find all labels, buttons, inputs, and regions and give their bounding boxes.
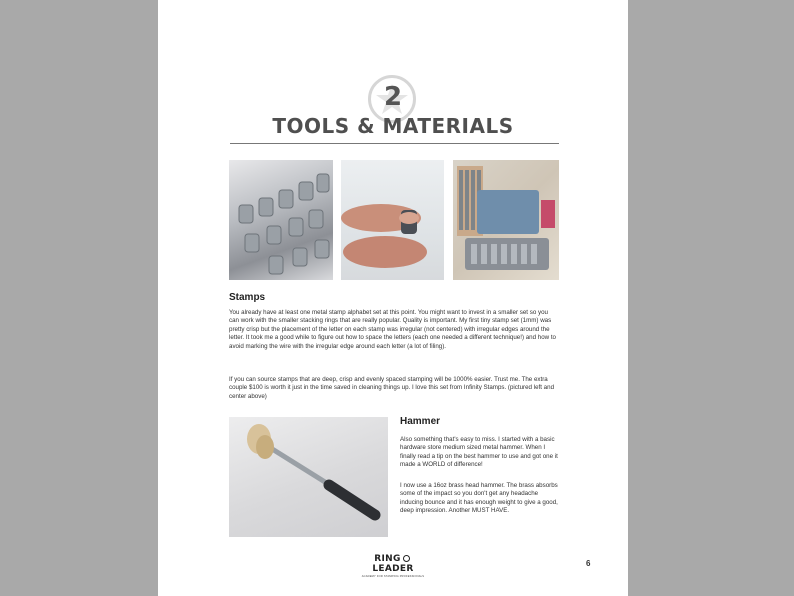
logo-word-left: RING bbox=[374, 554, 401, 564]
logo-tagline: ACADEMY FOR STAMPING PROFESSIONALS bbox=[361, 575, 425, 578]
stamps-heading: Stamps bbox=[229, 292, 266, 303]
brass-hammer-photo bbox=[229, 417, 388, 537]
logo-word-right: LEADER bbox=[372, 564, 414, 574]
chapter-title: TOOLS & MATERIALS bbox=[272, 114, 514, 138]
stamps-source-paragraph: If you can source stamps that are deep, crisp and evenly spaced stamping will be 1000% easier. Trust me. The extra couple $100 is worth it just in the time saved in cleaning things up. I love this set from Infinity Stamps. (pictured left and center above) bbox=[229, 376, 555, 400]
page-number: 6 bbox=[586, 559, 591, 568]
chapter-number: 2 bbox=[383, 82, 403, 112]
document-page bbox=[158, 0, 628, 596]
hammer-detail-paragraph: I now use a 16oz brass head hammer. The brass absorbs some of the impact so you don't get any headache inducing bounce and it has enough weight to give a good, deep impression. Another MUST HAVE. bbox=[400, 482, 558, 515]
fingers-holding-stamp-photo bbox=[341, 160, 444, 280]
hammer-paragraph: Also something that's easy to miss. I started with a basic hardware store medium sized metal hammer. When I finally read a tip on the best hammer to use and got one it made a WORLD of difference! bbox=[400, 436, 558, 469]
title-divider bbox=[230, 143, 559, 144]
hammer-heading: Hammer bbox=[400, 416, 441, 427]
stamps-paragraph: You already have at least one metal stamp alphabet set at this point. You might want to invest in a smaller set so you can work with the smaller stacking rings that are really popular. Quality is important. My first tiny stamp set (1mm) was pretty crisp but the placement of the letter on each stamp was irregular (not centered) with irregular edges around the letter. It took me a good while to figure out how to space the letters (each one needed a different technique!) and how to avoid marking the wire with the irregular edge around each letter (a lot of filing). bbox=[229, 309, 557, 350]
ringleader-logo bbox=[354, 554, 432, 578]
ring-icon bbox=[403, 555, 410, 562]
stamp-boxes-photo bbox=[453, 160, 559, 280]
stamp-set-photo bbox=[229, 160, 333, 280]
